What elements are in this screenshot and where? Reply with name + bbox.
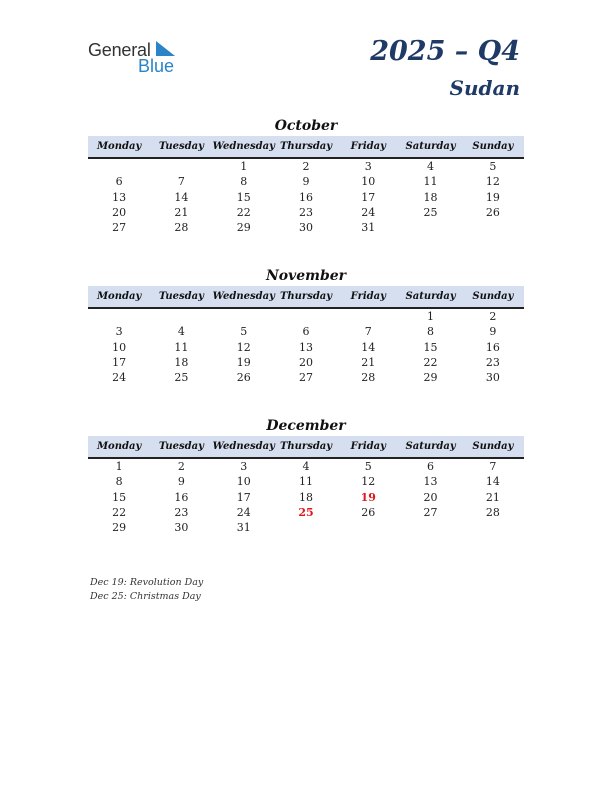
day-cell: 9 <box>489 325 497 339</box>
day-cell: 24 <box>236 506 251 520</box>
day-cell: 7 <box>489 460 497 474</box>
week-row <box>88 459 524 474</box>
holiday-notes <box>90 576 203 604</box>
day-cell: 11 <box>423 175 438 189</box>
day-cell: 31 <box>236 521 251 535</box>
flag-icon <box>154 41 176 57</box>
week-row <box>88 205 524 220</box>
day-cell: 9 <box>302 175 310 189</box>
day-cell: 1 <box>115 460 123 474</box>
day-cell: 25 <box>298 506 314 520</box>
day-cell: 28 <box>174 221 189 235</box>
week-row <box>88 340 524 355</box>
month-grid <box>88 459 524 535</box>
week-row <box>88 190 524 205</box>
day-cell: 12 <box>361 475 376 489</box>
day-cell: 7 <box>177 175 185 189</box>
day-cell: 13 <box>112 190 127 204</box>
weekday-label: Sunday <box>472 291 514 302</box>
day-cell: 20 <box>298 356 313 370</box>
day-cell: 25 <box>423 206 438 220</box>
day-cell: 22 <box>112 506 127 520</box>
day-cell: 4 <box>177 325 185 339</box>
holiday-note: Dec 19: Revolution Day <box>90 577 204 588</box>
day-cell: 6 <box>302 325 310 339</box>
weekday-label: Sunday <box>472 141 514 152</box>
weekday-label: Saturday <box>405 291 456 302</box>
day-cell: 17 <box>236 490 251 504</box>
weekday-label: Wednesday <box>212 441 275 452</box>
weekday-label: Friday <box>350 141 386 152</box>
day-cell: 25 <box>174 371 189 385</box>
day-cell: 11 <box>174 340 189 354</box>
day-cell: 28 <box>485 506 500 520</box>
day-cell: 18 <box>174 356 189 370</box>
weekday-header <box>88 286 524 309</box>
page-title: 2025 – Q4 <box>370 36 520 67</box>
weekday-label: Tuesday <box>158 441 204 452</box>
generalblue-logo <box>88 40 198 80</box>
logo-word-blue: Blue <box>138 56 175 76</box>
day-cell: 23 <box>298 206 313 220</box>
day-cell: 11 <box>298 475 313 489</box>
day-cell: 21 <box>361 356 376 370</box>
day-cell: 13 <box>423 475 438 489</box>
week-row <box>88 355 524 370</box>
weekday-label: Tuesday <box>158 141 204 152</box>
day-cell: 17 <box>112 356 127 370</box>
weekday-label: Monday <box>96 141 142 152</box>
day-cell: 12 <box>485 175 500 189</box>
day-cell: 15 <box>112 490 127 504</box>
day-cell: 19 <box>485 190 500 204</box>
weekday-label: Thursday <box>279 441 333 452</box>
day-cell: 19 <box>236 356 251 370</box>
month-title: December <box>266 418 346 434</box>
day-cell: 10 <box>361 175 376 189</box>
day-cell: 20 <box>112 206 127 220</box>
day-cell: 1 <box>427 310 435 324</box>
month-december <box>88 416 524 535</box>
week-row <box>88 159 524 174</box>
day-cell: 1 <box>240 160 248 174</box>
holiday-note: Dec 25: Christmas Day <box>90 591 201 602</box>
day-cell: 23 <box>485 356 500 370</box>
day-cell: 4 <box>302 460 310 474</box>
day-cell: 21 <box>485 490 500 504</box>
day-cell: 17 <box>361 190 376 204</box>
day-cell: 23 <box>174 506 189 520</box>
day-cell: 20 <box>423 490 438 504</box>
day-cell: 24 <box>361 206 376 220</box>
day-cell: 3 <box>115 325 123 339</box>
weekday-header <box>88 136 524 159</box>
week-row <box>88 474 524 489</box>
day-cell: 16 <box>174 490 189 504</box>
day-cell: 26 <box>236 371 251 385</box>
week-row <box>88 520 524 535</box>
weekday-label: Monday <box>96 291 142 302</box>
week-row <box>88 324 524 339</box>
day-cell: 21 <box>174 206 189 220</box>
day-cell: 2 <box>489 310 497 324</box>
week-row <box>88 220 524 235</box>
day-cell: 9 <box>177 475 185 489</box>
month-title: November <box>265 268 347 284</box>
weekday-label: Saturday <box>405 141 456 152</box>
day-cell: 6 <box>115 175 123 189</box>
day-cell: 26 <box>361 506 376 520</box>
weekday-label: Sunday <box>472 441 514 452</box>
day-cell: 27 <box>298 371 313 385</box>
day-cell: 24 <box>112 371 127 385</box>
weekday-label: Saturday <box>405 441 456 452</box>
month-title: October <box>274 118 338 134</box>
weekday-label: Wednesday <box>212 141 275 152</box>
day-cell: 8 <box>115 475 123 489</box>
week-row <box>88 505 524 520</box>
day-cell: 3 <box>364 160 372 174</box>
day-cell: 10 <box>112 340 127 354</box>
day-cell: 8 <box>240 175 248 189</box>
day-cell: 14 <box>174 190 189 204</box>
day-cell: 30 <box>174 521 189 535</box>
day-cell: 16 <box>485 340 500 354</box>
day-cell: 30 <box>485 371 500 385</box>
day-cell: 26 <box>485 206 500 220</box>
day-cell: 14 <box>485 475 500 489</box>
month-october <box>88 116 524 235</box>
day-cell: 3 <box>240 460 248 474</box>
day-cell: 31 <box>361 221 376 235</box>
country-name: Sudan <box>449 76 520 100</box>
day-cell: 4 <box>427 160 435 174</box>
day-cell: 16 <box>298 190 313 204</box>
day-cell: 22 <box>423 356 438 370</box>
month-november <box>88 266 524 385</box>
weekday-label: Friday <box>350 441 386 452</box>
day-cell: 29 <box>423 371 438 385</box>
day-cell: 5 <box>240 325 248 339</box>
day-cell: 28 <box>361 371 376 385</box>
week-row <box>88 174 524 189</box>
day-cell: 13 <box>298 340 313 354</box>
day-cell: 2 <box>302 160 310 174</box>
day-cell: 2 <box>177 460 185 474</box>
day-cell: 7 <box>364 325 372 339</box>
day-cell: 8 <box>427 325 435 339</box>
day-cell: 30 <box>298 221 313 235</box>
day-cell: 19 <box>360 490 376 504</box>
logo-word-general: General <box>88 40 151 60</box>
weekday-label: Tuesday <box>158 291 204 302</box>
month-grid <box>88 159 524 235</box>
weekday-label: Thursday <box>279 141 333 152</box>
day-cell: 10 <box>236 475 251 489</box>
week-row <box>88 309 524 324</box>
day-cell: 12 <box>236 340 251 354</box>
day-cell: 14 <box>361 340 376 354</box>
weekday-label: Friday <box>350 291 386 302</box>
day-cell: 29 <box>236 221 251 235</box>
day-cell: 15 <box>236 190 251 204</box>
day-cell: 5 <box>364 460 372 474</box>
month-grid <box>88 309 524 385</box>
weekday-label: Wednesday <box>212 291 275 302</box>
week-row <box>88 370 524 385</box>
day-cell: 22 <box>236 206 251 220</box>
day-cell: 18 <box>298 490 313 504</box>
day-cell: 6 <box>427 460 435 474</box>
weekday-label: Thursday <box>279 291 333 302</box>
weekday-header <box>88 436 524 459</box>
week-row <box>88 490 524 505</box>
day-cell: 29 <box>112 521 127 535</box>
day-cell: 5 <box>489 160 497 174</box>
day-cell: 15 <box>423 340 438 354</box>
weekday-label: Monday <box>96 441 142 452</box>
day-cell: 27 <box>112 221 127 235</box>
day-cell: 27 <box>423 506 438 520</box>
day-cell: 18 <box>423 190 438 204</box>
